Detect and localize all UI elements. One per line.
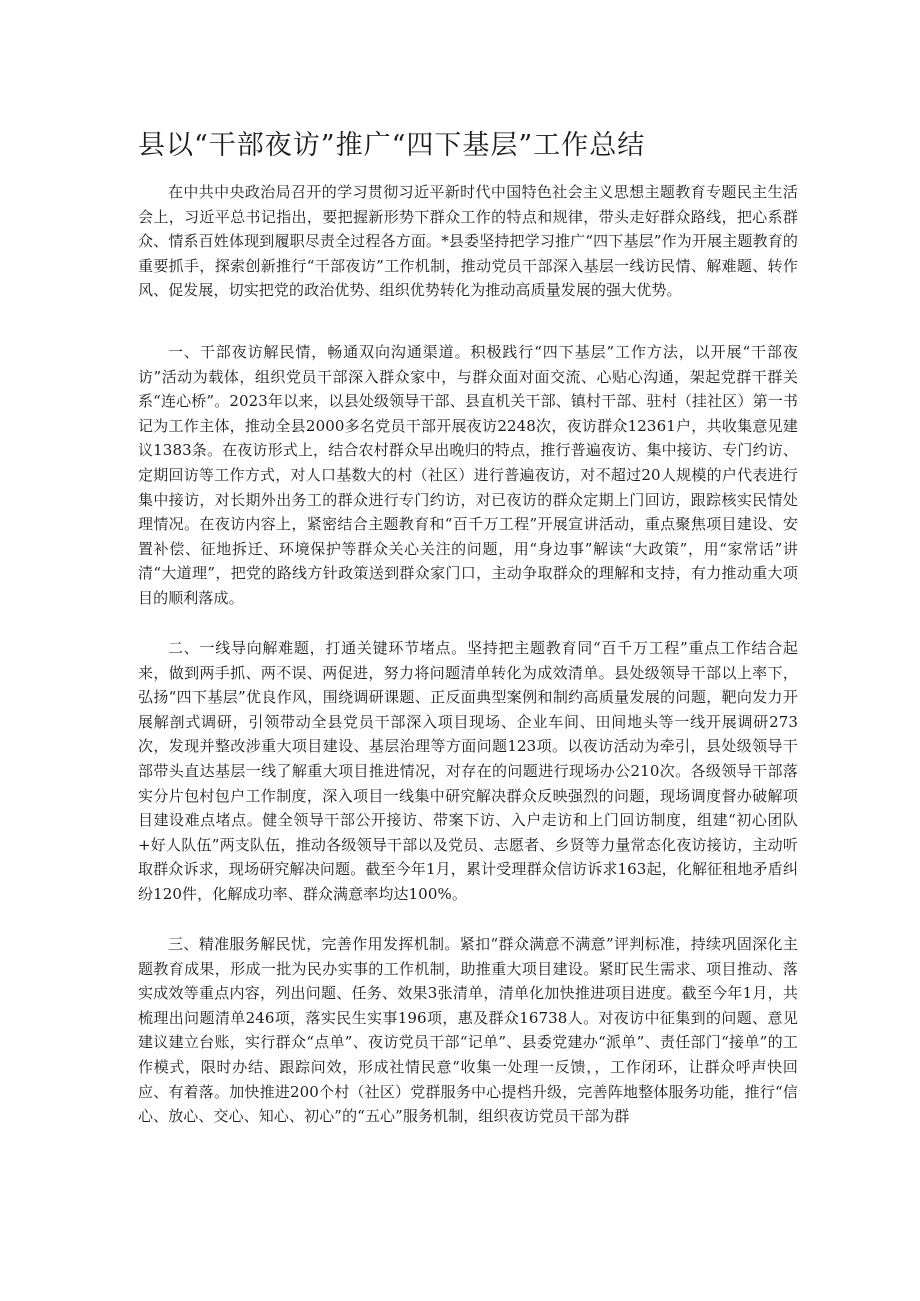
intro-paragraph: 在中共中央政治局召开的学习贯彻习近平新时代中国特色社会主义思想主题教育专题民主生活会上，习近平总书记指出，要把握新形势下群众工作的特点和规律，带头走好群众路线，把心系群众、情系百姓体现到履职尽责全过程各方面。*县委坚持把学习推广“四下基层”作为开展主题教育的重要抓手，探索创新推行“干部夜访”工作机制，推动党员干部深入基层一线访民情、解难题、转作风、促发展，切实把党的政治优势、组织优势转化为推动高质量发展的强大优势。 <box>138 183 798 300</box>
section-three-paragraph: 三、精准服务解民忧，完善作用发挥机制。紧扣“群众满意不满意”评判标准，持续巩固深化主题教育成果，形成一批为民办实事的工作机制，助推重大项目建设。紧盯民生需求、项目推动、落实成效等重点内容，列出问题、任务、效果3张清单，清单化加快推进项目进度。截至今年1月，共梳理出问题清单246项，落实民生实事196项，惠及群众16738人。对夜访中征集到的问题、意见建议建立台账，实行群众“点单”、夜访党员干部“记单”、县委党建办“派单”、责任部门“接单”的工作模式，限时办结、跟踪问效，形成社情民意“收集一处理一反馈，，工作闭环，让群众呼声快回应、有着落。加快推进200个村（社区）党群服务中心提档升级，完善阵地整体服务功能，推行“信心、放心、交心、知心、初心”的“五心”服务机制，组织夜访党员干部为群 <box>138 935 798 1126</box>
document-title: 县以“干部夜访”推广“四下基层”工作总结 <box>138 130 646 161</box>
section-two-paragraph: 二、一线导向解难题，打通关键环节堵点。坚持把主题教育同“百千万工程”重点工作结合起来，做到两手抓、两不误、两促进，努力将问题清单转化为成效清单。县处级领导干部以上率下，弘扬“四下基层”优良作风，围绕调研课题、正反面典型案例和制约高质量发展的问题，靶向发力开展解剖式调研，引领带动全县党员干部深入项目现场、企业车间、田间地头等一线开展调研273次，发现并整改涉重大项目建设、基层治理等方面问题123项。以夜访活动为牵引，县处级领导干部带头直达基层一线了解重大项目推进情况，对存在的问题进行现场办公210次。各级领导干部落实分片包村包户工作制度，深入项目一线集中研究解决群众反映强烈的问题，现场调度督办破解项目建设难点堵点。健全领导干部公开接访、带案下访、入户走访和上门回访制度，组建“初心团队+好人队伍”两支队伍，推动各级领导干部以及党员、志愿者、乡贤等力量常态化夜访接访，主动听取群众诉求，现场研究解决问题。截至今年1月，累计受理群众信访诉求163起，化解征租地矛盾纠纷120件，化解成功率、群众满意率均达100%。 <box>138 639 798 903</box>
section-one-paragraph: 一、干部夜访解民情，畅通双向沟通渠道。积极践行“四下基层”工作方法，以开展“干部夜访”活动为载体，组织党员干部深入群众家中，与群众面对面交流、心贴心沟通，架起党群干群关系“连心桥”。2023年以来，以县处级领导干部、县直机关干部、镇村干部、驻村（挂社区）第一书记为工作主体，推动全县2000多名党员干部开展夜访2248次，夜访群众12361户，共收集意见建议1383条。在夜访形式上，结合农村群众早出晚归的特点，推行普遍夜访、集中接访、专门约访、定期回访等工作方式，对人口基数大的村（社区）进行普遍夜访，对不超过20人规模的户代表进行集中接访，对长期外出务工的群众进行专门约访，对已夜访的群众定期上门回访，跟踪核实民情处理情况。在夜访内容上，紧密结合主题教育和“百千万工程”开展宣讲活动，重点聚焦项目建设、安置补偿、征地拆迁、环境保护等群众关心关注的问题，用“身边事”解读“大政策”，用“家常话”讲清“大道理”，把党的路线方针政策送到群众家门口，主动争取群众的理解和支持，有力推动重大项目的顺利落成。 <box>138 343 798 607</box>
